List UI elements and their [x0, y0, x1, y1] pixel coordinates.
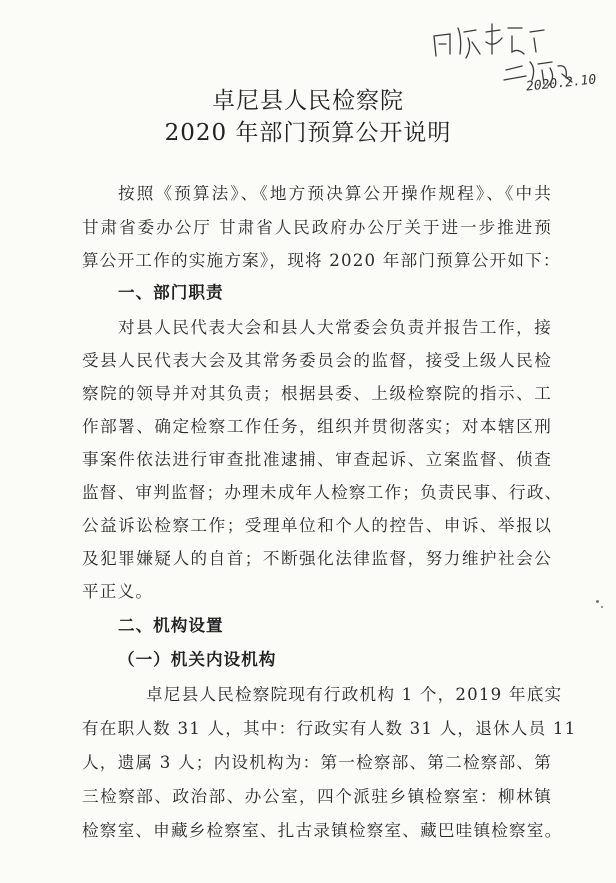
duties-line: 对县人民代表大会和县人大常委会负责并报告工作，接 [118, 318, 552, 337]
document-title: 卓尼县人民检察院 [212, 88, 404, 114]
section-heading-structure: 二、机构设置 [118, 616, 224, 635]
document-subtitle: 2020 年部门预算公开说明 [164, 120, 452, 146]
duties-line: 作部署、确定检察工作任务，组织并贯彻落实；对本辖区刑 [82, 417, 552, 436]
structure-line: 三检察部、政治部、办公室，四个派驻乡镇检察室：柳林镇 [82, 787, 552, 806]
duties-line: 公益诉讼检察工作；受理单位和个人的控告、申诉、举报以 [82, 516, 552, 535]
duties-line: 及犯罪嫌疑人的自首；不断强化法律监督，努力维护社会公 [82, 549, 552, 568]
subsection-heading-internal-bodies: （一）机关内设机构 [118, 649, 277, 669]
structure-line: 检察室、申藏乡检察室、扎古录镇检察室、藏巴哇镇检察室。 [82, 821, 563, 840]
duties-line: 察院的领导并对其负责；根据县委、上级检察院的指示、工 [82, 384, 552, 403]
intro-line: 算公开工作的实施方案》，现将 2020 年部门预算公开如下： [82, 251, 561, 270]
intro-line: 按照《预算法》、《地方预决算公开操作规程》、《中共 [118, 184, 552, 203]
structure-line: 卓尼县人民检察院现有行政机构 1 个，2019 年底实 [146, 685, 563, 704]
intro-line: 甘肃省委办公厅 甘肃省人民政府办公厅关于进一步推进预 [82, 218, 552, 237]
scan-speck [596, 600, 599, 603]
handwritten-date: 2020.2.10 [524, 72, 597, 95]
duties-line: 事案件依法进行审查批准逮捕、审查起诉、立案监督、侦查 [82, 450, 552, 469]
duties-line: 监督、审判监督；办理未成年人检察工作；负责民事、行政、 [82, 483, 563, 502]
structure-line: 有在职人数 31 人，其中：行政实有人数 31 人，退休人员 11 [82, 719, 577, 738]
section-heading-duties: 一、部门职责 [118, 283, 224, 302]
structure-line: 人，遗属 3 人；内设机构为：第一检察部、第二检察部、第 [82, 753, 552, 772]
duties-line: 平正义。 [82, 582, 154, 601]
duties-line: 受县人民代表大会及其常务委员会的监督，接受上级人民检 [82, 351, 552, 370]
scan-speck [601, 606, 603, 608]
